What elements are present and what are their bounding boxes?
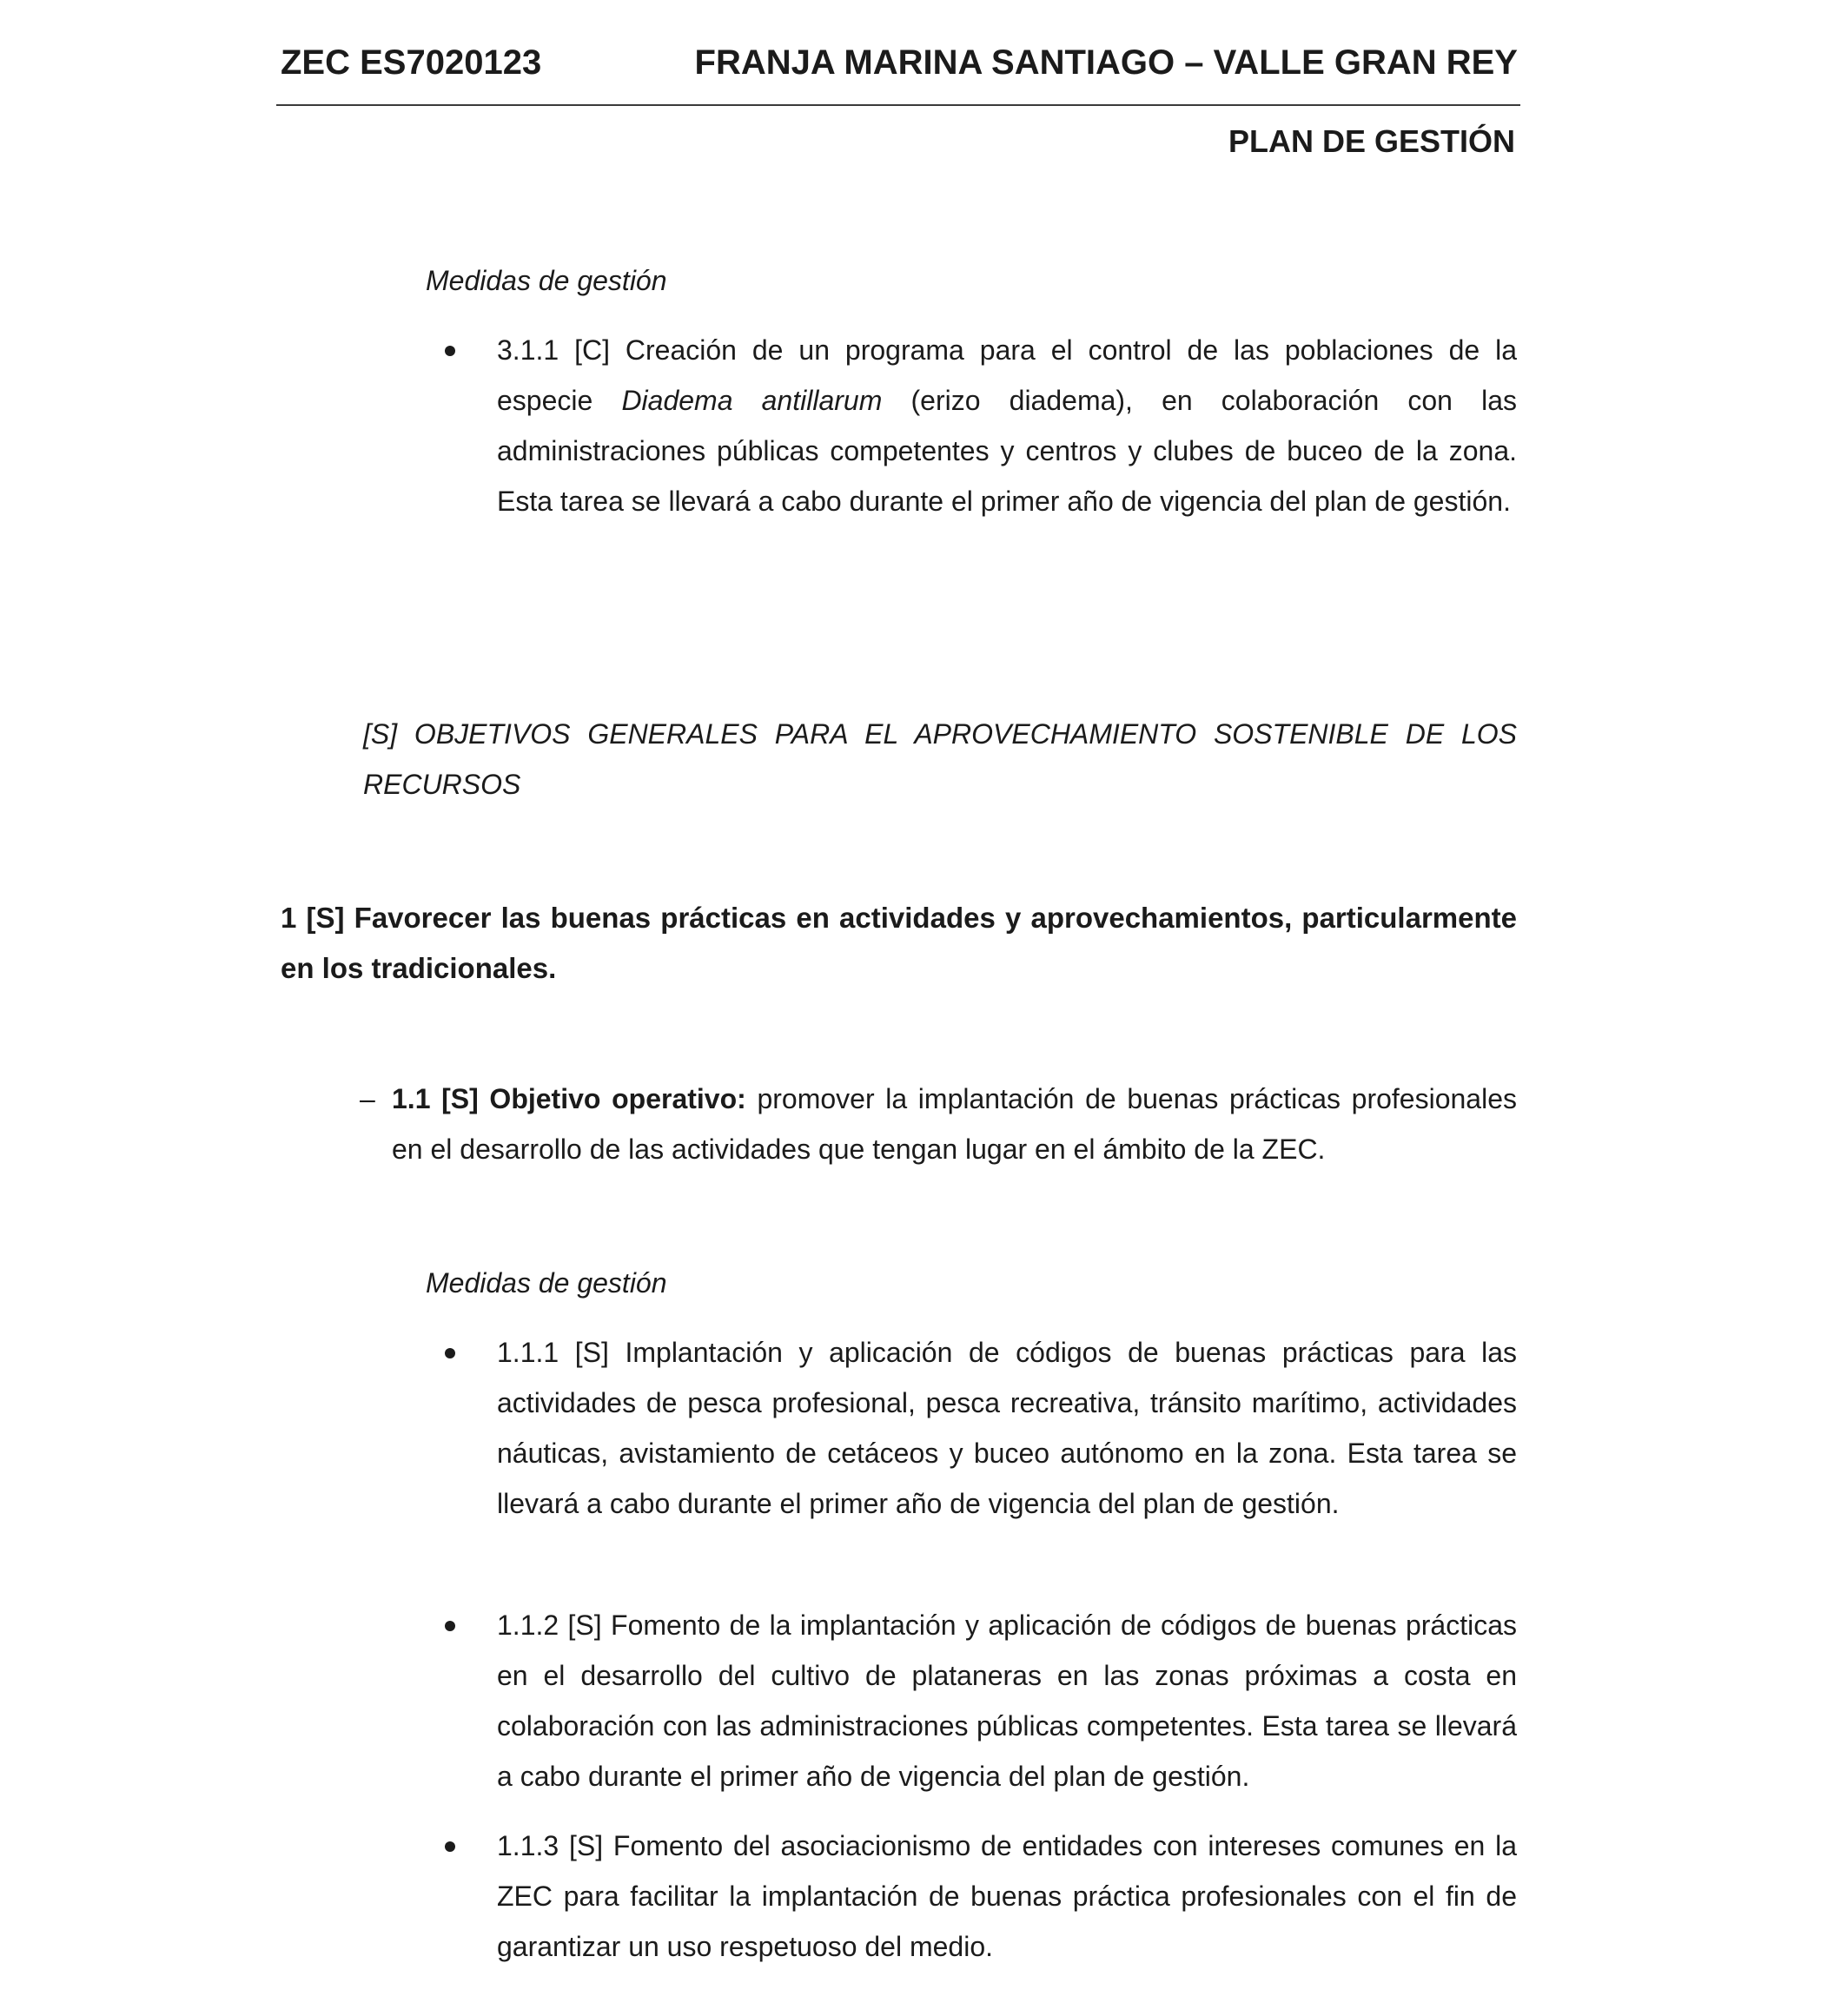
operative-label: 1.1 [S] Objetivo operativo: (392, 1083, 746, 1114)
measure-text: (erizo diadema), en colaboración con las administraciones públicas competentes y centros y clubes de buceo de la zona. Esta tarea se llevará a cabo durante el primer año de vigencia del plan de gestión. (497, 385, 1518, 517)
species-name: Diadema antillarum (621, 385, 883, 416)
header-zec-code: ZEC ES7020123 (281, 43, 542, 82)
bullet-icon (445, 1621, 455, 1631)
bullet-icon (445, 1841, 455, 1852)
operative-objective-1-1 (392, 1074, 1517, 1174)
header-title: FRANJA MARINA SANTIAGO – VALLE GRAN REY (694, 43, 1518, 82)
dash-marker: – (360, 1083, 375, 1114)
bullet-icon (445, 346, 455, 356)
measure-1-1-1: 1.1.1 [S] Implantación y aplicación de códigos de buenas prácticas para las actividades de pesca profesional, pesca recreativa, tránsito marítimo, actividades náuticas, avistamiento de cetáceos y buceo autónomo en la zona. Esta tarea se llevará a cabo durante el primer año de vigencia del plan de gestión. (497, 1337, 1517, 1519)
measure-1-1-2: 1.1.2 [S] Fomento de la implantación y aplicación de códigos de buenas prácticas en el desarrollo del cultivo de plataneras en las zonas próximas a costa en colaboración con las administraciones públicas competentes. Esta tarea se llevará a cabo durante el primer año de vigencia del plan de gestión. (497, 1609, 1517, 1792)
measures-label: Medidas de gestión (426, 1267, 667, 1299)
bullet-icon (445, 1348, 455, 1358)
header-divider (276, 104, 1520, 106)
general-goal-1: 1 [S] Favorecer las buenas prácticas en actividades y aprovechamientos, particularmente en los tradicionales. (281, 902, 1517, 984)
operative-text: promover la implantación de buenas prácticas profesionales en el desarrollo de las actividades que tengan lugar en el ámbito de la ZEC. (392, 1083, 1518, 1165)
measure-3-1-1 (497, 325, 1517, 526)
measure-text: 3.1.1 [C] Creación de un programa para el control de las poblaciones de la especie (497, 334, 1517, 416)
measures-label: Medidas de gestión (426, 265, 667, 296)
measure-1-1-3: 1.1.3 [S] Fomento del asociacionismo de entidades con intereses comunes en la ZEC para facilitar la implantación de buenas práctica profesionales con el fin de garantizar un uso respetuoso del medio. (497, 1830, 1517, 1962)
header-subtitle: PLAN DE GESTIÓN (1228, 123, 1515, 159)
objectives-heading: [S] OBJETIVOS GENERALES PARA EL APROVECHAMIENTO SOSTENIBLE DE LOS RECURSOS (363, 718, 1517, 800)
